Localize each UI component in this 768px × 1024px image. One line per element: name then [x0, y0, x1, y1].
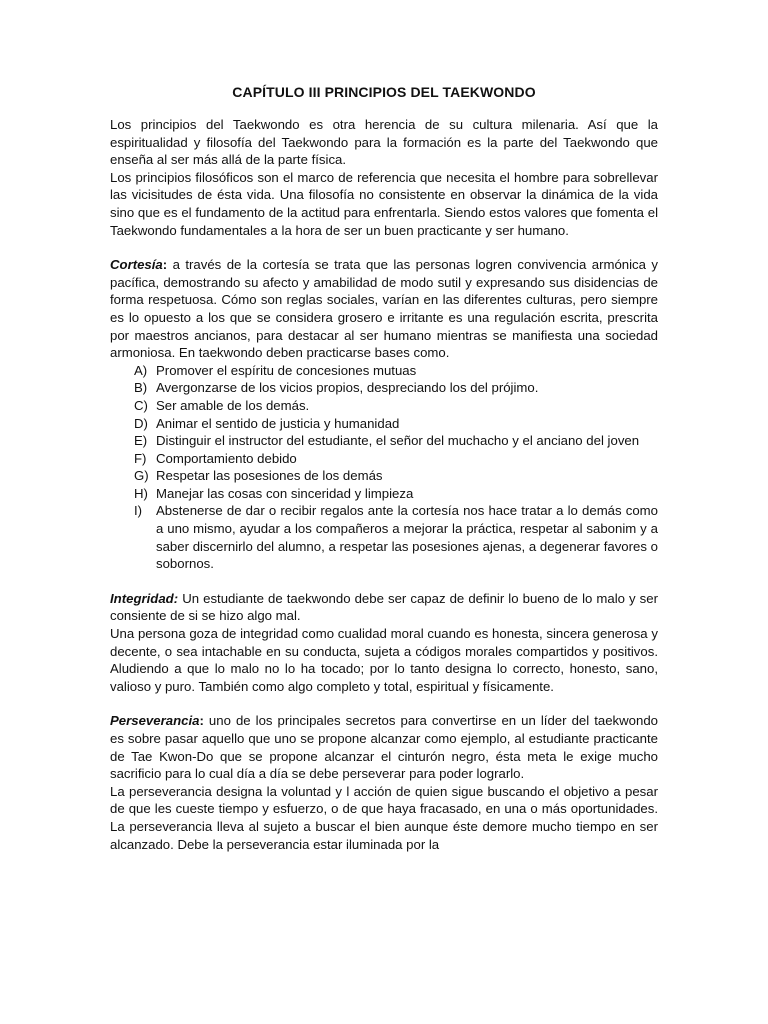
list-text: Distinguir el instructor del estudiante, el señor del muchacho y el anciano del joven [156, 433, 640, 449]
cortesia-list [110, 362, 658, 573]
cortesia-paragraph [110, 256, 658, 362]
list-item [110, 450, 658, 468]
list-marker: C) [134, 397, 148, 413]
perseverancia-paragraph-2: La perseverancia designa la voluntad y l acción de quien sigue buscando el objetivo a pesar de que les cueste tiempo y esfuerzo, o de que haya fracasado, en una o más oportunidades. La perseverancia lleva al sujeto a buscar el bien aunque éste demore mucho tiempo en ser alcanzado. Debe la perseverancia estar iluminada por la [110, 783, 658, 852]
perseverancia-term: Perseverancia [110, 713, 200, 729]
list-text: Animar el sentido de justicia y humanidad [156, 415, 400, 431]
list-text: Abstenerse de dar o recibir regalos ante la cortesía nos hace tratar a lo demás como a uno mismo, ayudar a los compañeros a mejorar la práctica, respetar al sabonim y a saber discernirlo del alumno, a respetar las posesiones ajenas, a degenerar favores o sobornos. [156, 503, 658, 572]
perseverancia-text: uno de los principales secretos para convertirse en un líder del taekwondo es sobre pasar aquello que uno se propone alcanzar como ejemplo, al estudiante practicante de Tae Kwon-Do que se propone alcanzar el cinturón negro, ésta meta le exige mucho sacrificio para lo cual día a día se debe perseverar para poder lograrlo. [110, 713, 658, 782]
list-marker: H) [134, 485, 148, 501]
list-item [110, 362, 658, 380]
list-item [110, 467, 658, 485]
perseverancia-paragraph [110, 712, 658, 782]
list-marker: D) [134, 415, 148, 431]
cortesia-term: Cortesía [110, 257, 163, 273]
integridad-paragraph-2: Una persona goza de integridad como cualidad moral cuando es honesta, sincera generosa y decente, o sea intachable en su conducta, sujeta a códigos morales compartidos y positivos. Aludiendo a que lo malo no lo ha tocado; por lo tanto designa lo correcto, honesto, sano, valioso y puro. También como algo completo y total, espiritual y físicamente. [110, 626, 658, 694]
list-text: Manejar las cosas con sinceridad y limpieza [156, 485, 414, 501]
list-marker: I) [134, 503, 143, 519]
cortesia-colon: : [162, 257, 168, 273]
integridad-term: Integridad: [110, 590, 179, 606]
list-text: Respetar las posesiones de los demás [156, 468, 383, 484]
list-marker: G) [134, 468, 149, 484]
integridad-paragraph [110, 590, 658, 625]
intro-paragraph-1: Los principios del Taekwondo es otra herencia de su cultura milenaria. Así que la espiritualidad y filosofía del Taekwondo para la formación es la parte del Taekwondo que enseña al ser más allá de la parte física. [110, 117, 658, 168]
intro-paragraph-2: Los principios filosóficos son el marco de referencia que necesita el hombre para sobrellevar las vicisitudes de ésta vida. Una filosofía no consistente en observar la dinámica de la vida sino que es el fundamento de la actitud para enfrentarla. Siendo estos valores que fomenta el Taekwondo fundamentales a la hora de ser un buen practicante y ser humano. [110, 169, 658, 238]
list-text: Comportamiento debido [156, 450, 297, 466]
list-item [110, 485, 658, 503]
list-marker: A) [134, 362, 148, 378]
list-item [110, 432, 658, 450]
list-text: Avergonzarse de los vicios propios, despreciando los del prójimo. [156, 380, 539, 396]
list-item [110, 502, 658, 572]
page-title: CAPÍTULO III PRINCIPIOS DEL TAEKWONDO [232, 84, 536, 100]
list-item [110, 379, 658, 397]
perseverancia-colon: : [199, 713, 204, 729]
list-marker: E) [134, 433, 148, 449]
list-marker: B) [134, 380, 148, 396]
list-marker: F) [134, 450, 147, 466]
list-item [110, 415, 658, 433]
integridad-text: Un estudiante de taekwondo debe ser capaz de definir lo bueno de lo malo y ser consiente de si se hizo algo mal. [110, 590, 658, 624]
list-text: Ser amable de los demás. [156, 397, 310, 413]
cortesia-text: a través de la cortesía se trata que las personas logren convivencia armónica y pacífica, demostrando su afecto y amabilidad de modo sutil y expresando sus disidencias de forma respetuosa. Cómo son reglas sociales, varían en las diferentes culturas, pero siempre es lo opuesto a los que se considera grosero e irritante es una regulación escrita, prescrita por maestros ancianos, para destacar al ser humano mientras se manifiesta una sociedad armoniosa. En taekwondo deben practicarse bases como. [110, 257, 658, 361]
list-text: Promover el espíritu de concesiones mutuas [156, 362, 417, 378]
list-item [110, 397, 658, 415]
